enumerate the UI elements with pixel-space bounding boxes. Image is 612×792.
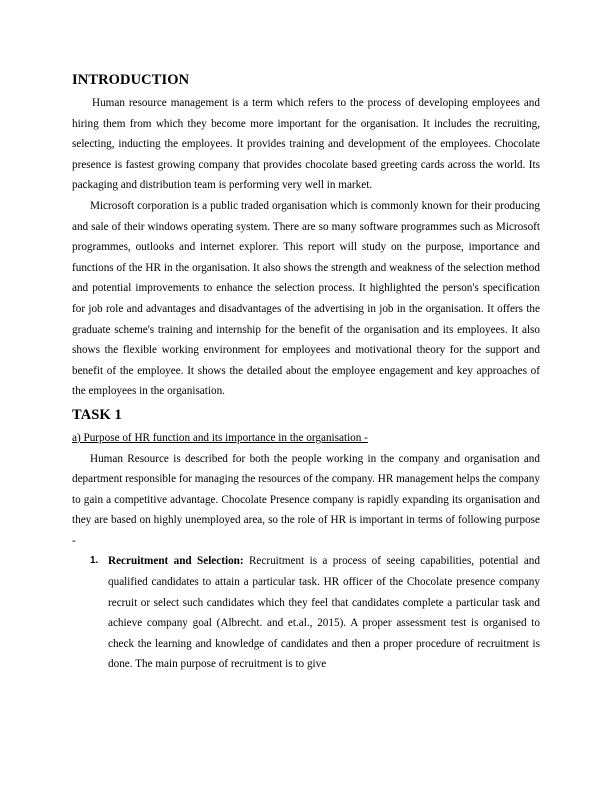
introduction-paragraph-2: Microsoft corporation is a public traded organisation which is commonly known for their producing and sale of their windows operating system. There are so many software programmes such as Microsoft programmes, outlooks and internet explorer. This report will study on the purpose, importance and functions of the HR in the organisation. It also shows the strength and weakness of the selection method and potential improvements to enhance the selection process. It highlighted the person's specification for job role and advantages and disadvantages of the advertising in job in the organisation. It offers the graduate scheme's training and internship for the benefit of the organisation and its employees. It also shows the flexible working environment for employees and motivational theory for the support and benefit of the employee. It shows the detailed about the employee engagement and key approaches of the employees in the organisation. (72, 199, 540, 398)
introduction-paragraph-1: Human resource management is a term which refers to the process of developing employees and hiring them from which they become more important for the organisation. It includes the recruiting, selecting, inducting the employees. It provides training and development of the employees. Chocolate presence is fastest growing company that provides chocolate based greeting cards across the world. Its packaging and distribution team is performing very well in market. (72, 97, 540, 192)
list-item (72, 551, 540, 675)
list-item-number: 1. (90, 555, 99, 567)
list-item-text: Recruitment is a process of seeing capabilities, potential and qualified candidates to attain a particular task. HR officer of the Chocolate presence company recruit or select such candidates which they feel that candidates complete a particular task and achieve company goal (Albrecht. and et.al., 2015). A proper assessment test is organised to check the learning and knowledge of candidates and then a proper procedure of recruitment is done. The main purpose of recruitment is to give (108, 555, 540, 671)
task1-subheading: a) Purpose of HR function and its importance in the organisation - (72, 431, 368, 444)
list-item-term: Recruitment and Selection: (108, 555, 244, 568)
introduction-heading: INTRODUCTION (72, 72, 190, 88)
task1-list (72, 551, 540, 675)
document-page (72, 70, 540, 675)
task1-heading: TASK 1 (72, 406, 122, 423)
task1-paragraph: Human Resource is described for both the people working in the company and organisation and department responsible for managing the resources of the company. HR management helps the company to gain a competitive advantage. Chocolate Presence company is rapidly expanding its organisation and they are based on highly unemployed area, so the role of HR is important in terms of following purpose - (72, 452, 540, 547)
